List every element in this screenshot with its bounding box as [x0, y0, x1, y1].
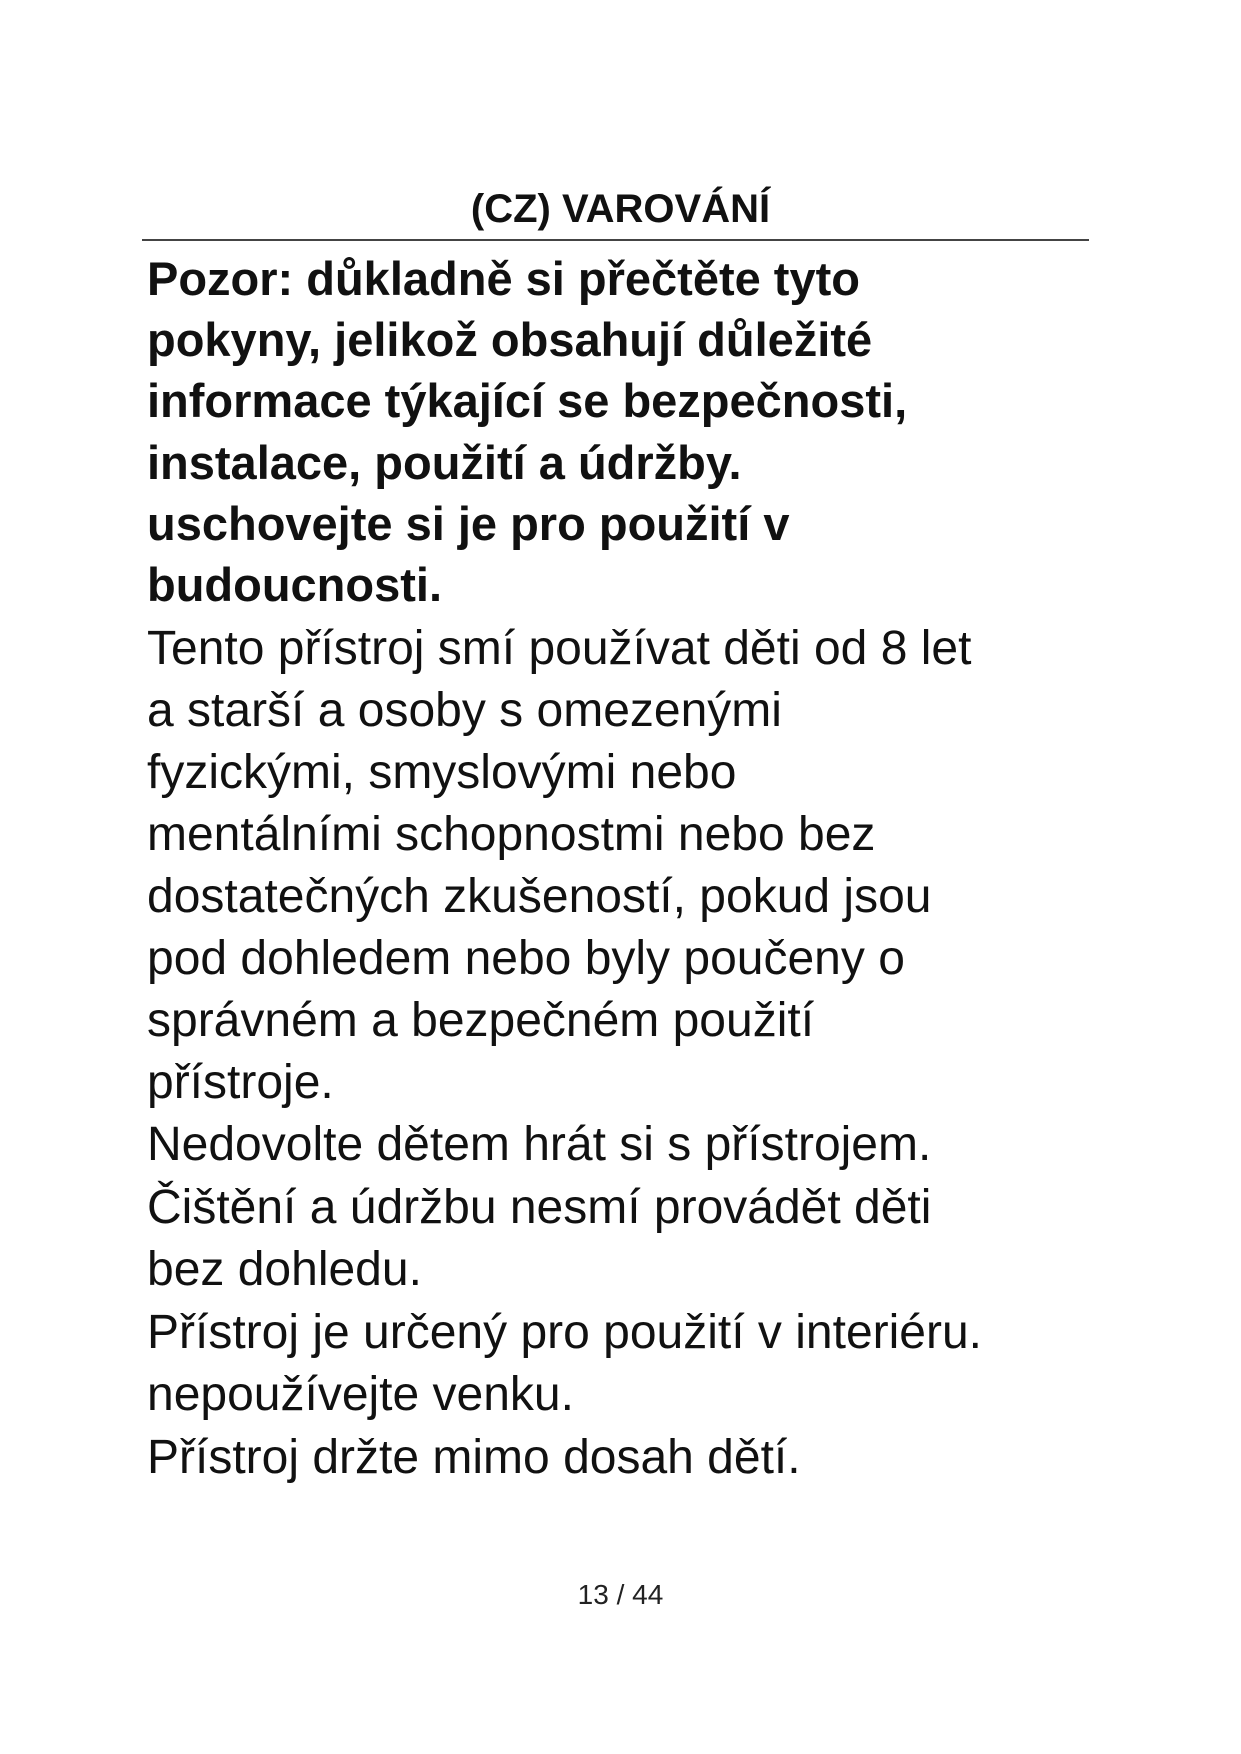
- body-line: dostatečných zkušeností, pokud jsou: [147, 870, 932, 923]
- body-line: a starší a osoby s omezenými: [147, 684, 782, 737]
- warning-line: uschovejte si je pro použití v: [147, 497, 790, 550]
- body-line: správném a bezpečném použití: [147, 994, 815, 1047]
- body-line: Tento přístroj smí používat děti od 8 let: [147, 622, 972, 675]
- page-title: (CZ) VAROVÁNÍ: [470, 187, 771, 231]
- page-number: 13 / 44: [577, 1579, 664, 1610]
- body-line: bez dohledu.: [147, 1243, 422, 1296]
- warning-line: Pozor: důkladně si přečtěte tyto: [147, 252, 860, 305]
- warning-line: pokyny, jelikož obsahují důležité: [147, 313, 873, 366]
- body-line: Přístroj je určený pro použití v interiéru.: [147, 1306, 983, 1359]
- body-line: mentálními schopnostmi nebo bez: [147, 808, 876, 861]
- body-line: nepoužívejte venku.: [147, 1368, 574, 1421]
- body-line: Čištění a údržbu nesmí provádět děti: [147, 1181, 932, 1234]
- title-underline-divider: [142, 239, 1089, 241]
- warning-line: instalace, použití a údržby.: [147, 436, 742, 489]
- body-line: pod dohledem nebo byly poučeny o: [147, 932, 905, 985]
- warning-line: informace týkající se bezpečnosti,: [147, 374, 908, 427]
- body-line: fyzickými, smyslovými nebo: [147, 746, 737, 799]
- warning-line: budoucnosti.: [147, 558, 443, 611]
- body-line: přístroje.: [147, 1056, 334, 1109]
- body-line: Přístroj držte mimo dosah dětí.: [147, 1431, 801, 1484]
- body-line: Nedovolte dětem hrát si s přístrojem.: [147, 1118, 932, 1171]
